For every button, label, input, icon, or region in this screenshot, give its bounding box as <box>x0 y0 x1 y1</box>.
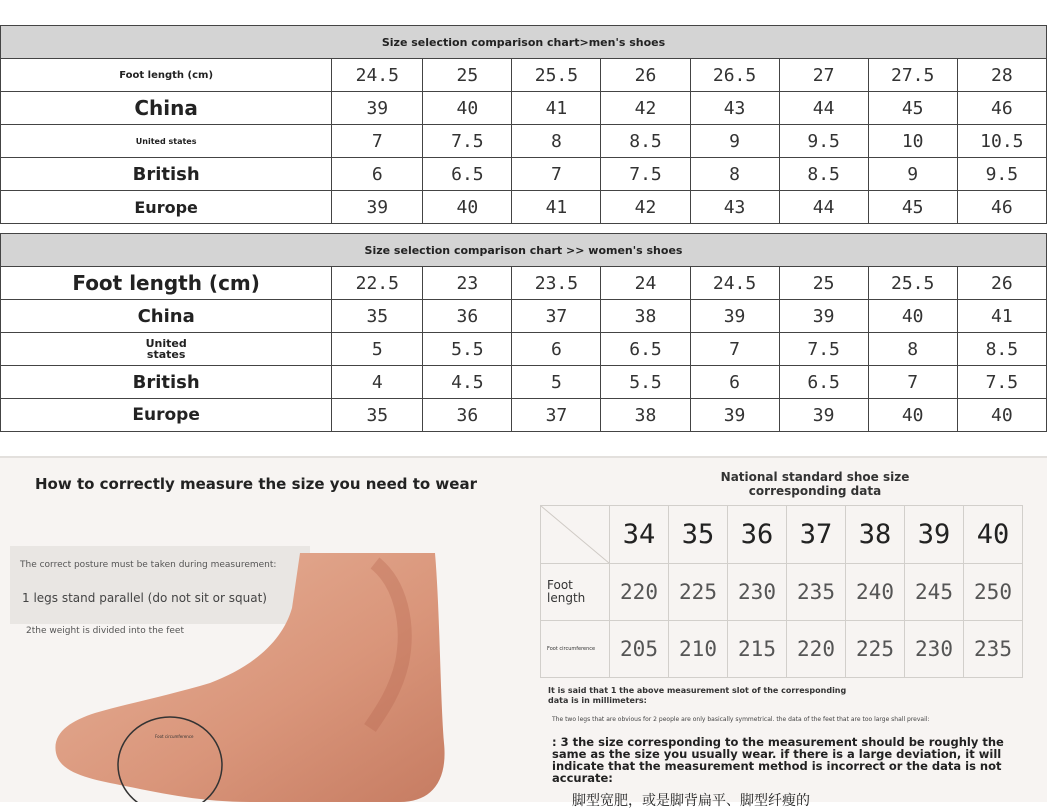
row-label-text: Foot length <box>547 578 586 605</box>
cell: 36 <box>423 300 512 333</box>
cell: 235 <box>787 564 846 621</box>
row-label-united-states <box>1 333 332 366</box>
cell: 41 <box>512 191 601 224</box>
row-label-foot-length: Foot length (cm) <box>1 267 332 300</box>
cell: 25.5 <box>512 59 601 92</box>
cell: 4 <box>332 366 423 399</box>
mens-size-table <box>0 25 1047 224</box>
cell: 230 <box>728 564 787 621</box>
cell: 8 <box>868 333 957 366</box>
cell: 7.5 <box>601 158 690 191</box>
cell: 41 <box>512 92 601 125</box>
foot-circumference-label: Foot circumference <box>155 734 194 739</box>
cell: 37 <box>512 399 601 432</box>
cell: 39 <box>779 399 868 432</box>
cell: 38 <box>601 399 690 432</box>
cell: 6.5 <box>601 333 690 366</box>
corner-cell <box>541 506 610 564</box>
cell: 39 <box>690 300 779 333</box>
cell: 27.5 <box>868 59 957 92</box>
cell: 24 <box>601 267 690 300</box>
cell: 10 <box>868 125 957 158</box>
cell: 235 <box>964 621 1023 678</box>
cell: 220 <box>787 621 846 678</box>
cell: 22.5 <box>332 267 423 300</box>
cell: 7.5 <box>423 125 512 158</box>
size-header: 35 <box>669 506 728 564</box>
womens-table-title: Size selection comparison chart >> women's shoes <box>1 234 1047 267</box>
cell: 7.5 <box>957 366 1046 399</box>
cell: 5 <box>512 366 601 399</box>
cell: 40 <box>423 191 512 224</box>
womens-size-table <box>0 233 1047 432</box>
cell: 9.5 <box>779 125 868 158</box>
size-header: 34 <box>610 506 669 564</box>
row-label-british: British <box>1 366 332 399</box>
cell: 44 <box>779 92 868 125</box>
cell: 10.5 <box>957 125 1046 158</box>
cell: 5.5 <box>601 366 690 399</box>
cell: 45 <box>868 191 957 224</box>
cell: 220 <box>610 564 669 621</box>
cell: 6.5 <box>423 158 512 191</box>
row-label-text: United states <box>145 337 187 361</box>
cell: 39 <box>332 92 423 125</box>
note-2: The two legs that are obvious for 2 people are only basically symmetrical. the data of the feet that are too large shall prevail: <box>552 716 930 723</box>
row-label-foot-circumference: Foot circumference <box>541 621 610 678</box>
row-label-china: China <box>1 300 332 333</box>
cell: 39 <box>332 191 423 224</box>
cell: 8 <box>512 125 601 158</box>
cell: 25.5 <box>868 267 957 300</box>
size-header: 40 <box>964 506 1023 564</box>
cell: 4.5 <box>423 366 512 399</box>
cell: 7 <box>512 158 601 191</box>
cell: 8 <box>690 158 779 191</box>
size-header: 36 <box>728 506 787 564</box>
cell: 7 <box>332 125 423 158</box>
row-label-europe: Europe <box>1 191 332 224</box>
cell: 7 <box>868 366 957 399</box>
cell: 245 <box>905 564 964 621</box>
cell: 40 <box>957 399 1046 432</box>
cell: 39 <box>779 300 868 333</box>
measure-title: How to correctly measure the size you need to wear <box>35 475 477 493</box>
cell: 28 <box>957 59 1046 92</box>
cell: 6.5 <box>779 366 868 399</box>
cell: 44 <box>779 191 868 224</box>
cell: 8.5 <box>957 333 1046 366</box>
cell: 24.5 <box>690 267 779 300</box>
note-4: 脚型宽肥，或是脚背扁平、脚型纤瘦的 <box>572 793 810 809</box>
row-label-europe: Europe <box>1 399 332 432</box>
cell: 230 <box>905 621 964 678</box>
cell: 40 <box>868 399 957 432</box>
cell: 40 <box>868 300 957 333</box>
cell: 5.5 <box>423 333 512 366</box>
cell: 205 <box>610 621 669 678</box>
cell: 36 <box>423 399 512 432</box>
row-label-foot-length <box>541 564 610 621</box>
cell: 6 <box>332 158 423 191</box>
step-2: 2the weight is divided into the feet <box>26 626 184 636</box>
cell: 9 <box>868 158 957 191</box>
cell: 6 <box>690 366 779 399</box>
row-label-china: China <box>1 92 332 125</box>
cell: 6 <box>512 333 601 366</box>
cell: 9 <box>690 125 779 158</box>
cell: 7 <box>690 333 779 366</box>
cell: 26.5 <box>690 59 779 92</box>
step-1: 1 legs stand parallel (do not sit or squat) <box>22 591 267 605</box>
mens-table-title: Size selection comparison chart>men's shoes <box>1 26 1047 59</box>
cell: 25 <box>779 267 868 300</box>
cell: 41 <box>957 300 1046 333</box>
cell: 5 <box>332 333 423 366</box>
size-header: 38 <box>846 506 905 564</box>
cell: 42 <box>601 191 690 224</box>
cell: 26 <box>957 267 1046 300</box>
size-header: 39 <box>905 506 964 564</box>
size-header: 37 <box>787 506 846 564</box>
cell: 9.5 <box>957 158 1046 191</box>
cell: 7.5 <box>779 333 868 366</box>
cell: 35 <box>332 399 423 432</box>
diagonal-line <box>541 506 609 563</box>
cell: 43 <box>690 92 779 125</box>
cell: 46 <box>957 92 1046 125</box>
cell: 43 <box>690 191 779 224</box>
cell: 23 <box>423 267 512 300</box>
cell: 26 <box>601 59 690 92</box>
cell: 8.5 <box>601 125 690 158</box>
national-standard-title: National standard shoe size corresponding data <box>720 470 910 498</box>
cell: 240 <box>846 564 905 621</box>
cell: 35 <box>332 300 423 333</box>
cell: 27 <box>779 59 868 92</box>
cell: 24.5 <box>332 59 423 92</box>
cell: 8.5 <box>779 158 868 191</box>
cell: 225 <box>846 621 905 678</box>
cell: 210 <box>669 621 728 678</box>
national-standard-table <box>540 505 1023 678</box>
cell: 42 <box>601 92 690 125</box>
note-1: It is said that 1 the above measurement slot of the corresponding data is in millimeters: <box>548 686 847 705</box>
cell: 38 <box>601 300 690 333</box>
row-label-united-states: United states <box>1 125 332 158</box>
cell: 25 <box>423 59 512 92</box>
cell: 45 <box>868 92 957 125</box>
measurement-guide <box>0 456 1047 809</box>
cell: 40 <box>423 92 512 125</box>
row-label-british: British <box>1 158 332 191</box>
cell: 23.5 <box>512 267 601 300</box>
cell: 225 <box>669 564 728 621</box>
posture-text: The correct posture must be taken during measurement: <box>20 560 277 570</box>
cell: 46 <box>957 191 1046 224</box>
row-label-foot-length: Foot length (cm) <box>1 59 332 92</box>
cell: 215 <box>728 621 787 678</box>
note-3: : 3 the size corresponding to the measurement should be roughly the same as the size you usually wear. if there is a large deviation, it will indicate that the measurement method is incorrect or the data is not accurate: <box>552 735 1004 785</box>
cell: 250 <box>964 564 1023 621</box>
cell: 37 <box>512 300 601 333</box>
cell: 39 <box>690 399 779 432</box>
